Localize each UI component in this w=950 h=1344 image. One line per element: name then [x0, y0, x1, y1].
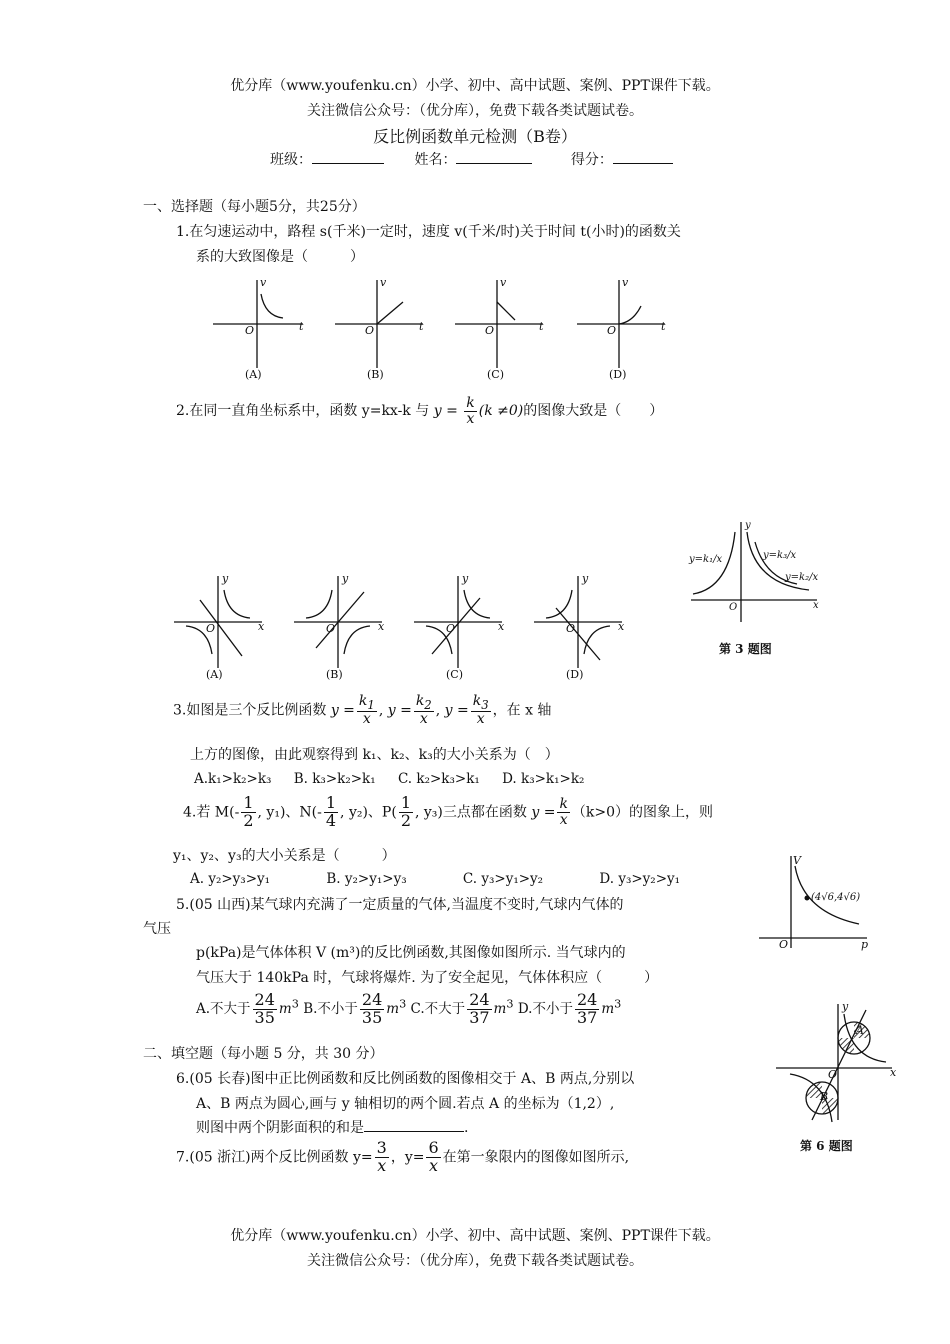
svg-text:x: x [618, 620, 625, 633]
svg-text:x: x [890, 1066, 897, 1079]
q3-option-b[interactable]: B. k₃>k₂>k₁ [293, 771, 376, 787]
q3-options [194, 771, 584, 787]
q3-line1: 3.如图是三个反比例函数 y = $\frac{k_1}{x}$ , y = $\frac{k_2}{x}$ , y = $\frac{k_3}{x}$ ，在 x 轴 [173, 693, 552, 728]
q2-graphs [168, 568, 638, 683]
name-label: 姓名： [414, 152, 457, 168]
svg-text:y: y [342, 572, 349, 585]
q5-option-a[interactable]: A.不大于 $\frac{24}{35}$ $m^3$ [196, 990, 299, 1027]
fig3 [685, 518, 835, 663]
svg-text:p: p [861, 938, 869, 951]
svg-text:O: O [245, 324, 255, 337]
q4-option-b[interactable]: B. y₂>y₁>y₃ [326, 871, 407, 887]
q2-label-a: (A) [206, 668, 223, 681]
svg-text:O: O [326, 622, 336, 635]
fig3-label-k3: y=k₃/x [763, 550, 797, 561]
q4-option-d[interactable]: D. y₃>y₂>y₁ [599, 871, 681, 887]
svg-text:t: t [419, 320, 424, 333]
footer-line1: 优分库（www.youfenku.cn）小学、初中、高中试题、案例、PPT课件下载。 [230, 1228, 720, 1244]
svg-text:O: O [206, 622, 216, 635]
q1-line1: 1.在匀速运动中，路程 s(千米)一定时，速度 v(千米/时)关于时间 t(小时)的函数关 [176, 224, 681, 240]
svg-text:v: v [500, 276, 507, 289]
q5-option-d[interactable]: D.不小于 $\frac{24}{37}$ $m^3$ [517, 990, 622, 1027]
score-label: 得分： [570, 152, 613, 168]
q1-label-a: (A) [245, 368, 262, 381]
q1-line2: 系的大致图像是（ ） [196, 249, 364, 265]
page-title: 反比例函数单元检测（B卷） [373, 127, 577, 146]
q4-option-c[interactable]: C. y₃>y₁>y₂ [462, 871, 544, 887]
svg-text:t: t [299, 320, 304, 333]
svg-text:t: t [539, 320, 544, 333]
svg-text:O: O [365, 324, 375, 337]
svg-text:x: x [258, 620, 265, 633]
svg-text:x: x [498, 620, 505, 633]
q5-point-label: (4√6,4√6) [811, 892, 861, 903]
class-label: 班级： [270, 152, 312, 168]
q6-line2: A、B 两点为圆心,画与 y 轴相切的两个圆.若点 A 的坐标为（1,2）, [196, 1096, 615, 1112]
svg-text:x: x [813, 600, 819, 611]
score-blank[interactable] [613, 163, 673, 164]
q5-options [196, 992, 621, 1027]
svg-text:y: y [582, 572, 589, 585]
class-blank[interactable] [312, 163, 384, 164]
q5-line2: 气压 [143, 921, 171, 937]
footer-line2: 关注微信公众号：（优分库），免费下载各类试题试卷。 [307, 1253, 643, 1269]
fig6 [772, 1000, 902, 1160]
svg-text:y: y [842, 1000, 849, 1013]
svg-text:v: v [260, 276, 267, 289]
q3-option-d[interactable]: D. k₃>k₁>k₂ [502, 771, 585, 787]
q2-label-b: (B) [326, 668, 343, 681]
fig6-caption: 第 6 题图 [800, 1139, 853, 1153]
q4-options [190, 871, 680, 887]
q1-graphs [205, 272, 675, 387]
svg-text:O: O [729, 602, 738, 613]
svg-text:O: O [779, 938, 789, 951]
svg-text:O: O [607, 324, 617, 337]
q3-option-c[interactable]: C. k₂>k₃>k₁ [397, 771, 480, 787]
q5-graph [755, 852, 875, 952]
svg-text:v: v [622, 276, 629, 289]
q6-line1: 6.(05 长春)图中正比例函数和反比例函数的图像相交于 A、B 两点,分别以 [176, 1071, 635, 1087]
svg-text:O: O [566, 622, 576, 635]
q6-line3: 则图中两个阴影面积的和是 . [196, 1120, 469, 1136]
q4-line2: y₁、y₂、y₃的大小关系是（ ） [173, 848, 396, 864]
svg-text:v: v [380, 276, 387, 289]
q5-option-c[interactable]: C.不大于 $\frac{24}{37}$ $m^3$ [410, 990, 514, 1027]
header-line1: 优分库（www.youfenku.cn）小学、初中、高中试题、案例、PPT课件下载。 [230, 78, 720, 94]
fig3-label-k2: y=k₂/x [785, 572, 819, 583]
q2-label-c: (C) [446, 668, 463, 681]
svg-text:x: x [378, 620, 385, 633]
q2-fraction: $\frac{k}{x}$ [466, 395, 475, 427]
section1-heading: 一、选择题（每小题5分，共25分） [143, 199, 366, 215]
q1-label-d: (D) [609, 368, 627, 381]
q3-line2: 上方的图像，由此观察得到 k₁、k₂、k₃的大小关系为（ ） [190, 747, 559, 763]
fig3-caption: 第 3 题图 [719, 642, 772, 656]
q5-line3: p(kPa)是气体体积 V (m³)的反比例函数,其图像如图所示. 当气球内的 [196, 945, 626, 961]
header-line2: 关注微信公众号：（优分库），免费下载各类试题试卷。 [307, 103, 643, 119]
q5-line1: 5.(05 山西)某气球内充满了一定质量的气体,当温度不变时,气球内气体的 [176, 897, 624, 913]
q3-option-a[interactable]: A.k₁>k₂>k₃ [194, 771, 272, 787]
svg-text:O: O [828, 1068, 838, 1081]
q7-line: 7.(05 浙江)两个反比例函数 y= $\frac{3}{x}$ ，y= $\frac{6}{x}$ 在第一象限内的图像如图所示, [176, 1138, 630, 1175]
svg-text:B: B [820, 1090, 829, 1103]
q1-label-c: (C) [487, 368, 504, 381]
svg-text:y: y [222, 572, 229, 585]
q6-answer-blank[interactable] [364, 1131, 464, 1132]
svg-text:y: y [745, 520, 751, 531]
svg-text:V: V [793, 854, 801, 867]
fig3-label-k1: y=k₁/x [689, 554, 723, 565]
q4-line1: 4.若 M(- $\frac{1}{2}$ , y₁)、N(- $\frac{1}{4}$ , y₂)、P( $\frac{1}{2}$ , y₃)三点都在函数 y = $\frac{k}{x}$ （k>0）的图象上，则 [183, 793, 714, 830]
q2-label-d: (D) [566, 668, 584, 681]
svg-text:O: O [446, 622, 456, 635]
q4-option-a[interactable]: A. y₂>y₃>y₁ [190, 871, 271, 887]
svg-text:A: A [856, 1024, 864, 1037]
q2-line: 2.在同一直角坐标系中，函数 y=kx-k 与 y = $\frac{k}{x}$ (k ≠0)的图像大致是（ ） [176, 395, 664, 427]
name-blank[interactable] [456, 163, 532, 164]
svg-text:t: t [661, 320, 666, 333]
q1-label-b: (B) [367, 368, 384, 381]
svg-text:O: O [485, 324, 495, 337]
svg-text:y: y [462, 572, 469, 585]
q5-line4: 气压大于 140kPa 时，气球将爆炸. 为了安全起见，气体体积应（ ） [196, 970, 659, 986]
student-info [270, 149, 673, 169]
section2-heading: 二、填空题（每小题 5 分，共 30 分） [143, 1046, 384, 1062]
q5-option-b[interactable]: B.不小于 $\frac{24}{35}$ $m^3$ [303, 990, 407, 1027]
